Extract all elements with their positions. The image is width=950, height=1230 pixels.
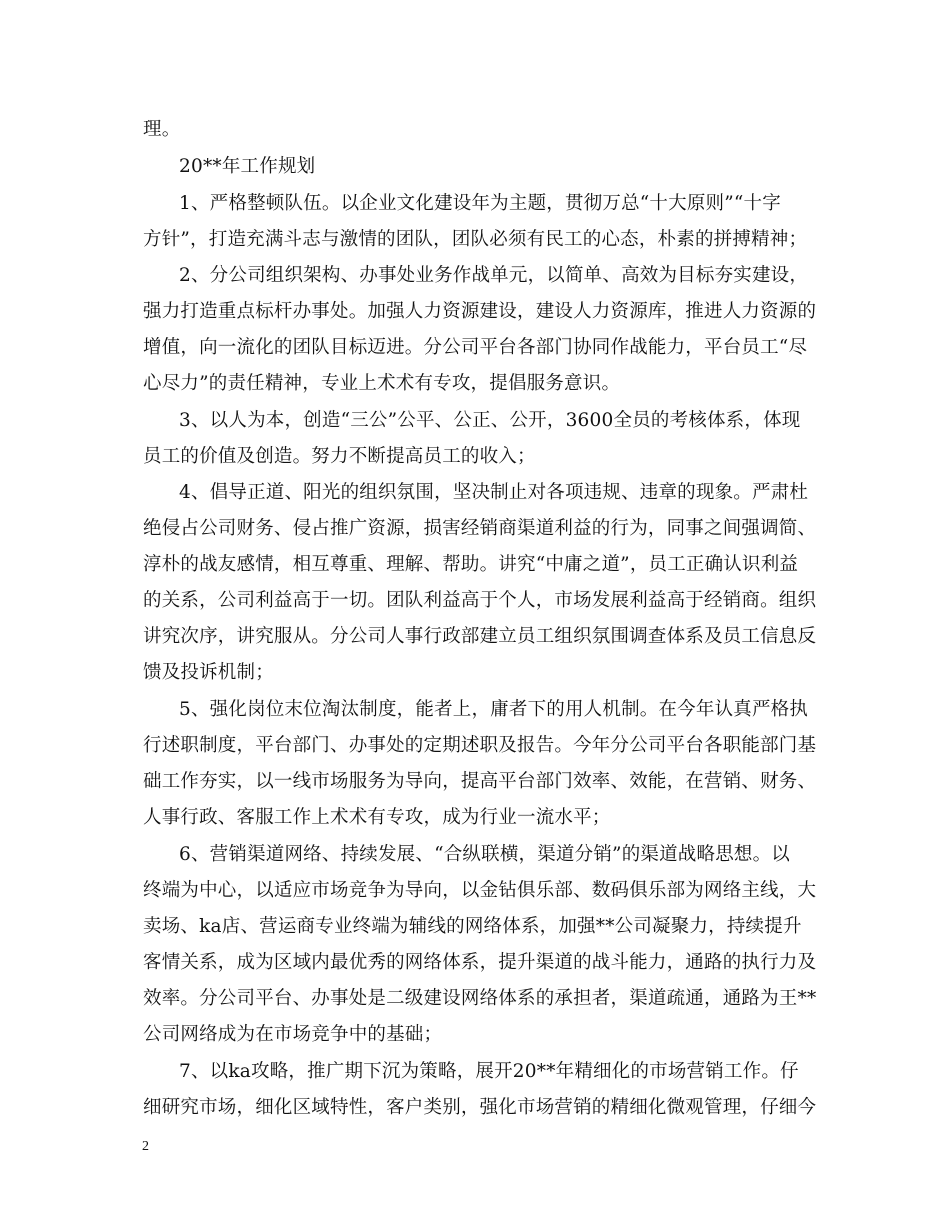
text-line-item-5: 5、强化岗位末位淘汰制度，能者上，庸者下的用人机制。在今年认真严格执 (179, 699, 809, 720)
text-line: 的关系，公司利益高于一切。团队利益高于个人，市场发展利益高于经销商。组织 (143, 590, 817, 611)
text-line: 方针”，打造充满斗志与激情的团队，团队必须有民工的心态，朴素的拼搏精神； (143, 229, 808, 250)
text-line-item-2: 2、分公司组织架构、办事处业务作战单元，以简单、高效为目标夯实建设， (179, 265, 809, 286)
text-line-item-4: 4、倡导正道、阳光的组织氛围，坚决制止对各项违规、违章的现象。严肃杜 (179, 482, 809, 503)
text-line: 础工作夯实，以一线市场服务为导向，提高平台部门效率、效能，在营销、财务、 (143, 771, 817, 792)
text-line: 增值，向一流化的团队目标迈进。分公司平台各部门协同作战能力，平台员工“尽 (143, 337, 808, 358)
text-line-item-6: 6、营销渠道网络、持续发展、“合纵联横，渠道分销”的渠道战略思想。以 (179, 844, 790, 865)
text-line-continuation: 理。 (143, 119, 181, 140)
text-line: 终端为中心，以适应市场竞争为导向，以金钻俱乐部、数码俱乐部为网络主线，大 (143, 880, 817, 901)
text-line: 客情关系，成为区域内最优秀的网络体系，提升渠道的战斗能力，通路的执行力及 (143, 952, 817, 973)
text-line-item-7: 7、以ka攻略，推广期下沉为策略，展开20**年精细化的市场营销工作。仔 (179, 1061, 799, 1082)
text-line: 公司网络成为在市场竞争中的基础； (143, 1024, 443, 1045)
text-line-item-1: 1、严格整顿队伍。以企业文化建设年为主题，贯彻万总“十大原则”“十字 (179, 193, 781, 214)
text-line: 行述职制度，平台部门、办事处的定期述职及报告。今年分公司平台各职能部门基 (143, 735, 817, 756)
text-line: 人事行政、客服工作上术术有专攻，成为行业一流水平； (143, 807, 611, 828)
text-line: 讲究次序，讲究服从。分公司人事行政部建立员工组织氛围调查体系及员工信息反 (143, 626, 817, 647)
text-line: 效率。分公司平台、办事处是二级建设网络体系的承担者，渠道疏通，通路为王** (143, 988, 817, 1009)
text-line: 淳朴的战友感情，相互尊重、理解、帮助。讲究“中庸之道”，员工正确认识利益 (143, 554, 799, 575)
text-line: 强力打造重点标杆办事处。加强人力资源建设，建设人力资源库，推进人力资源的 (143, 301, 817, 322)
text-line: 馈及投诉机制； (143, 662, 274, 683)
text-line-item-3: 3、以人为本，创造“三公”公平、公正、公开，3600全员的考核体系，体现 (179, 410, 801, 431)
text-line: 员工的价值及创造。努力不断提高员工的收入； (143, 446, 536, 467)
text-line: 心尽力”的责任精神，专业上术术有专攻，提倡服务意识。 (143, 373, 621, 394)
text-line: 卖场、ka店、营运商专业终端为辅线的网络体系，加强**公司凝聚力，持续提升 (143, 916, 802, 937)
section-heading: 20**年工作规划 (179, 156, 316, 177)
text-line: 绝侵占公司财务、侵占推广资源，损害经销商渠道利益的行为，同事之间强调简、 (143, 518, 817, 539)
text-line: 细研究市场，细化区域特性，客户类别，强化市场营销的精细化微观管理，仔细今 (143, 1097, 817, 1118)
page-number: 2 (142, 1139, 149, 1154)
